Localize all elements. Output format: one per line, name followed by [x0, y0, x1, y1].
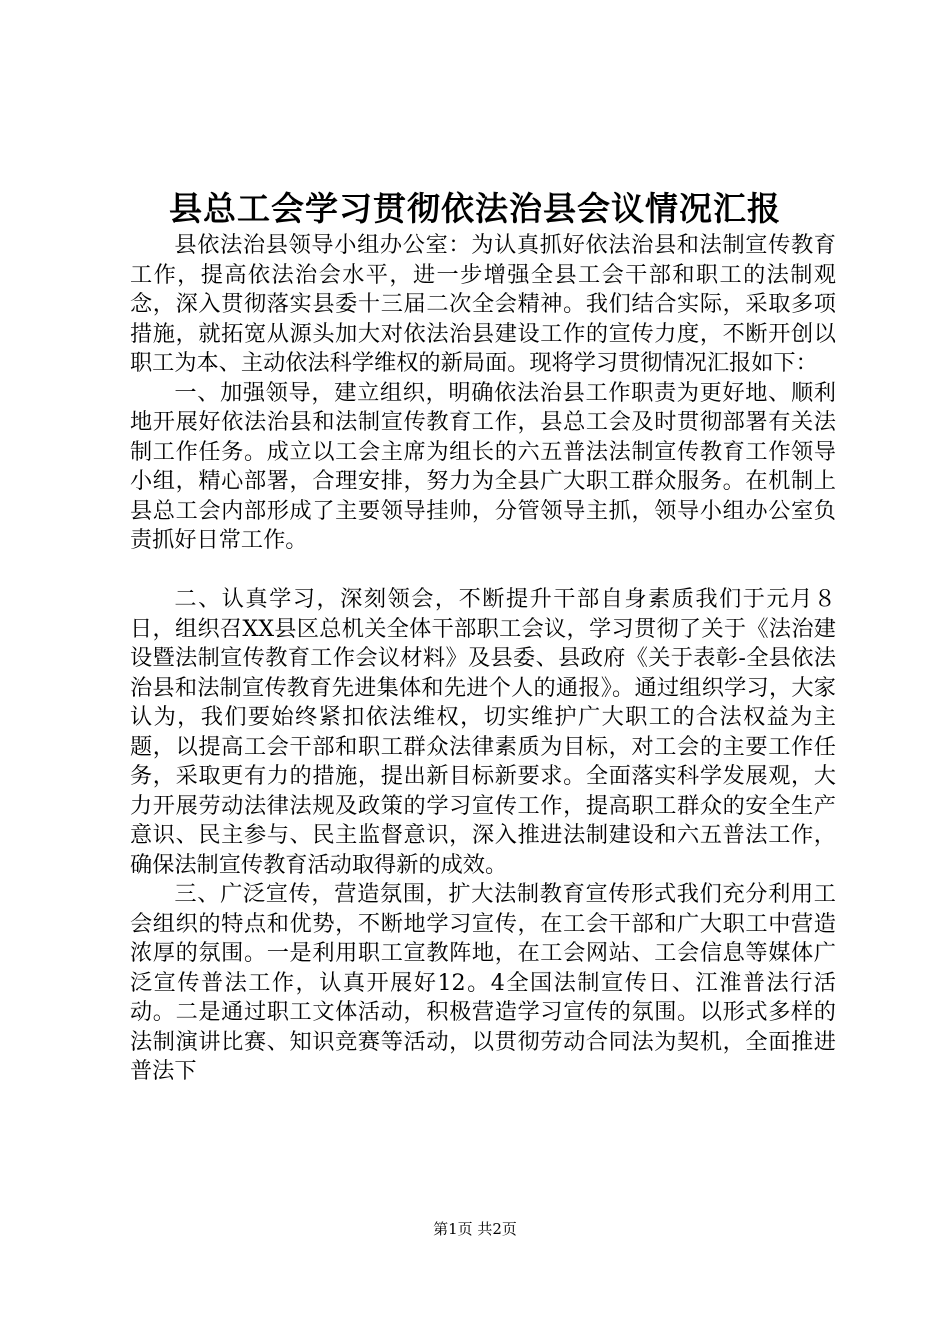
document-title: 县总工会学习贯彻依法治县会议情况汇报 — [169, 189, 781, 228]
document-body — [130, 231, 836, 1087]
paragraph-section-3: 三、广泛宣传，营造氛围，扩大法制教育宣传形式我们充分利用工会组织的特点和优势，不断地学习宣传，在工会干部和广大职工中营造浓厚的氛围。一是利用职工宣教阵地，在工会网站、工会信息等媒体广泛宣传普法工作，认真开展好12。4全国法制宣传日、江淮普法行活动。二是通过职工文体活动，积极营造学习宣传的氛围。以形式多样的法制演讲比赛、知识竞赛等活动，以贯彻劳动合同法为契机，全面推进普法下 — [130, 881, 836, 1084]
page-footer: 第1页 共2页 — [433, 1220, 517, 1238]
paragraph-intro: 县依法治县领导小组办公室：为认真抓好依法治县和法制宣传教育工作，提高依法治会水平，进一步增强全县工会干部和职工的法制观念，深入贯彻落实县委十三届二次全会精神。我们结合实际，采取多项措施，就拓宽从源头加大对依法治县建设工作的宣传力度，不断开创以职工为本、主动依法科学维权的新局面。现将学习贯彻情况汇报如下： — [130, 232, 836, 376]
paragraph-section-2: 二、认真学习，深刻领会，不断提升干部自身素质我们于元月８日，组织召XX县区总机关全体干部职工会议，学习贯彻了关于《法治建设暨法制宣传教育工作会议材料》及县委、县政府《关于表彰-全县依法治县和法制宣传教育先进集体和先进个人的通报》。通过组织学习，大家认为，我们要始终紧扣依法维权，切实维护广大职工的合法权益为主题，以提高工会干部和职工群众法律素质为目标，对工会的主要工作任务，采取更有力的措施，提出新目标新要求。全面落实科学发展观，大力开展劳动法律法规及政策的学习宣传工作，提高职工群众的安全生产意识、民主参与、民主监督意识，深入推进法制建设和六五普法工作，确保法制宣传教育活动取得新的成效。 — [130, 586, 836, 878]
paragraph-section-1: 一、加强领导，建立组织，明确依法治县工作职责为更好地、顺利地开展好依法治县和法制宣传教育工作，县总工会及时贯彻部署有关法制工作任务。成立以工会主席为组长的六五普法法制宣传教育工作领导小组，精心部署，合理安排，努力为全县广大职工群众服务。在机制上县总工会内部形成了主要领导挂帅，分管领导主抓，领导小组办公室负责抓好日常工作。 — [130, 379, 836, 553]
